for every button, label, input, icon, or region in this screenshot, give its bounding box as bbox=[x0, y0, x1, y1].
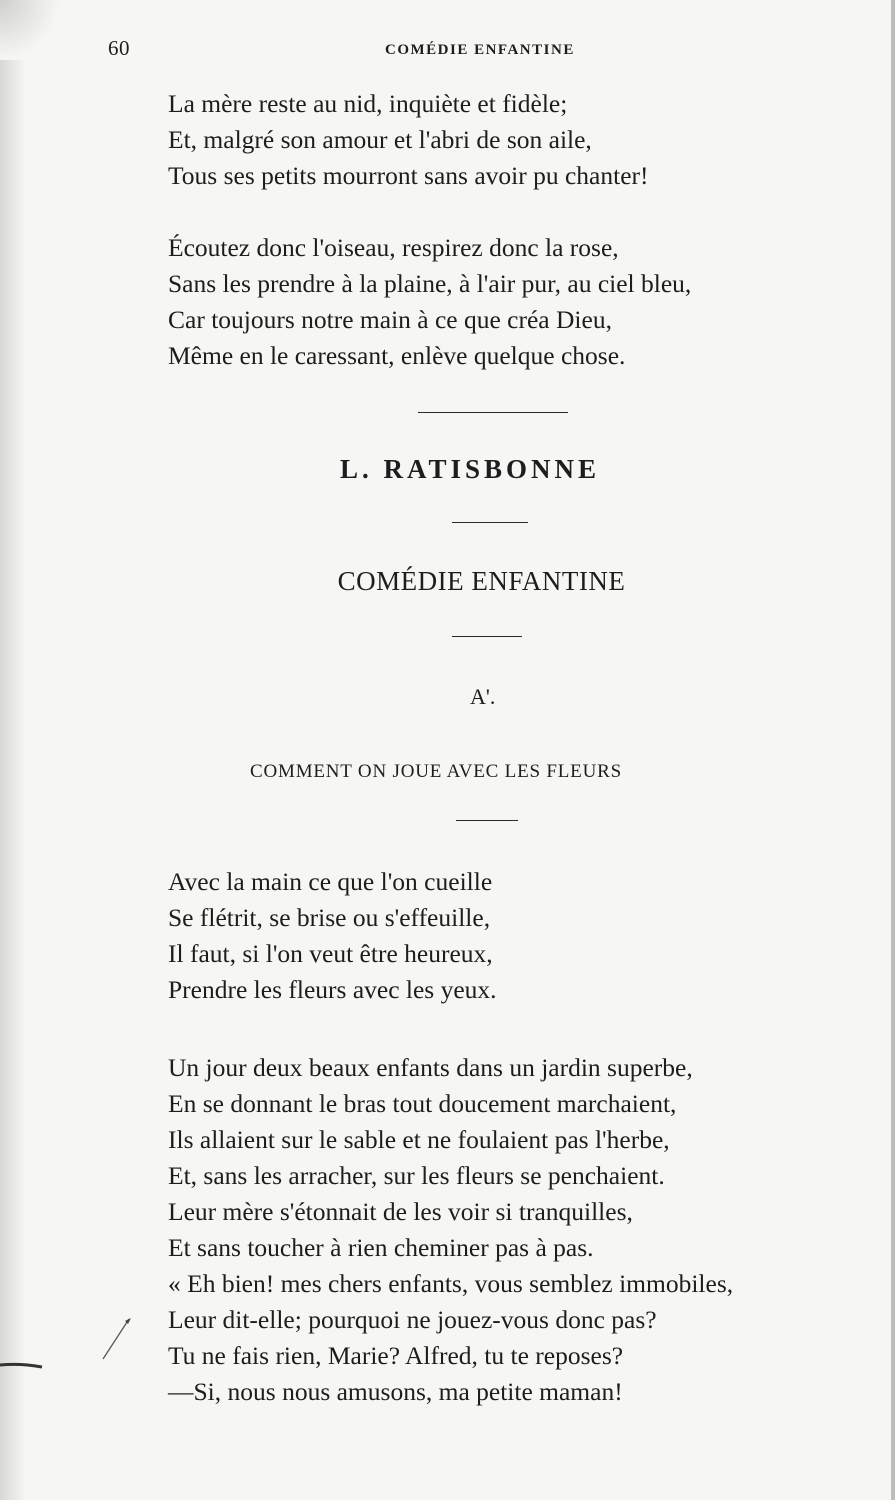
verse-line: Prendre les fleurs avec les yeux. bbox=[168, 975, 497, 1004]
verse-line: Il faut, si l'on veut être heureux, bbox=[168, 939, 493, 968]
section-letter: A'. bbox=[470, 684, 496, 709]
verse-line: Leur mère s'étonnait de les voir si tranquilles, bbox=[168, 1197, 633, 1226]
verse-line: Avec la main ce que l'on cueille bbox=[168, 867, 493, 896]
verse-line: Même en le caressant, enlève quelque chose. bbox=[168, 341, 626, 370]
verse-line: Et sans toucher à rien cheminer pas à pas. bbox=[168, 1233, 594, 1262]
verse-line: « Eh bien! mes chers enfants, vous semblez immobiles, bbox=[168, 1269, 734, 1298]
title-divider bbox=[452, 636, 522, 637]
page-edge-shadow bbox=[0, 0, 26, 1500]
pencil-mark-icon bbox=[95, 1315, 135, 1365]
verse-line: Et, sans les arracher, sur les fleurs se penchaient. bbox=[168, 1161, 665, 1190]
section-title: COMMENT ON JOUE AVEC LES FLEURS bbox=[250, 761, 622, 782]
verse-line: Sans les prendre à la plaine, à l'air pur, au ciel bleu, bbox=[168, 269, 692, 298]
poem-divider bbox=[456, 820, 518, 821]
verse-line: —Si, nous nous amusons, ma petite maman! bbox=[168, 1377, 623, 1406]
verse-line: Écoutez donc l'oiseau, respirez donc la rose, bbox=[168, 233, 619, 262]
poem-end-stanza-1 bbox=[168, 86, 649, 194]
verse-line: Et, malgré son amour et l'abri de son aile, bbox=[168, 125, 592, 154]
page-corner-shadow bbox=[0, 0, 60, 60]
verse-line: Tous ses petits mourront sans avoir pu chanter! bbox=[168, 161, 649, 190]
author-divider bbox=[452, 522, 528, 523]
poem-stanza-2 bbox=[168, 1050, 733, 1410]
verse-line: Un jour deux beaux enfants dans un jardin superbe, bbox=[168, 1053, 693, 1082]
page-right-edge bbox=[891, 0, 895, 1500]
verse-line: Tu ne fais rien, Marie? Alfred, tu te reposes? bbox=[168, 1341, 624, 1370]
verse-line: Leur dit-elle; pourquoi ne jouez-vous donc pas? bbox=[168, 1305, 657, 1334]
verse-line: Car toujours notre main à ce que créa Dieu, bbox=[168, 305, 612, 334]
book-title: COMÉDIE ENFANTINE bbox=[337, 566, 626, 596]
running-title: COMÉDIE ENFANTINE bbox=[385, 42, 575, 58]
poem-stanza-1 bbox=[168, 864, 497, 1008]
page-number: 60 bbox=[108, 36, 130, 60]
verse-line: En se donnant le bras tout doucement marchaient, bbox=[168, 1089, 677, 1118]
section-divider bbox=[418, 412, 568, 413]
author-name: L. RATISBONNE bbox=[339, 454, 601, 484]
poem-end-stanza-2 bbox=[168, 230, 691, 374]
margin-mark-icon bbox=[0, 1355, 50, 1375]
verse-line: Ils allaient sur le sable et ne foulaient pas l'herbe, bbox=[168, 1125, 670, 1154]
verse-line: Se flétrit, se brise ou s'effeuille, bbox=[168, 903, 491, 932]
verse-line: La mère reste au nid, inquiète et fidèle; bbox=[168, 89, 568, 118]
